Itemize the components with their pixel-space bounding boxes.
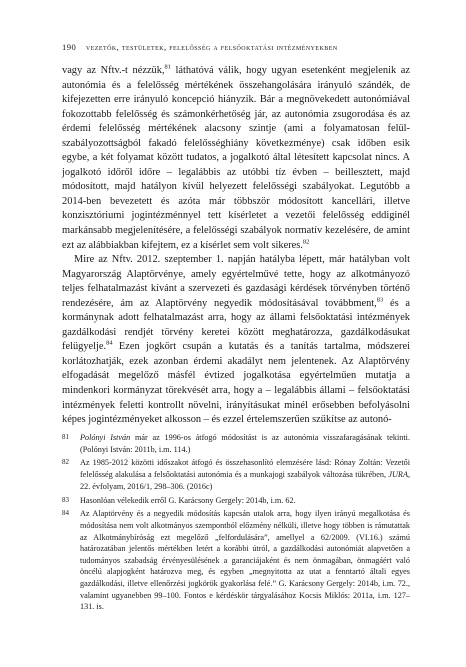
text-run: Hasonlóan vélekedik erről G. Karácsony Gergely: 2014b, i.m. 62. xyxy=(80,495,296,505)
footnote-reference[interactable]: 83 xyxy=(376,296,384,304)
text-run: láthatóvá válik, hogy ugyan esetenként megjelenik az autonómia és a felelősség mértékének összehangolására irányuló szándék, de kifejezetten erre irányuló koncepció hiányzik. Bár a megnövekedett autonómiával fokozottabb felelősség és számonkérhetőség jár, az autonómia zsugorodása és az érdemi felelősség mértékének alacsony szintje (ami a folyamatosan felül-szabályozottságból fakadó felelősséghiány következménye) csak időben esik egybe, a két folyamat között tudatos, a jogalkotó által létesített kapcsolat nincs. A jogalkotó időről időre – legalábbis az utóbbi tíz évben – beillesztett, majd módosított, majd hatályon kívül helyezett felelősségi szabályokat. Legutóbb a 2014-ben bevezetett és azóta már többször módosított kancellári, illetve konzisztóriumi jogintézménnyel tett kísérletet a vezetői felelősség eddiginél markánsabb megjelenítésére, a felelősségi szabályok normatív kezelésére, de amint ezt az alábbiakban kifejtem, ez a kísérlet sem volt sikeres. xyxy=(62,65,410,251)
text-run: Az Alaptörvény és a negyedik módosítás kapcsán utalok arra, hogy ilyen irányú megalkotása és módosítása nem volt alkotmányos szempontból előzmény nélküli, illetve hogy többen is rámutattak az Alkotmánybíróság ezt megelőző „felfordulására”, amellyel a 62/2009. (VI.16.) számú határozatában jelentős mértékben letért a korábbi útról, a gazdálkodási autonómiát alapvetően a tudományos szabadság érvényesülésének a garanciájaként és nem önmagában, önmagáért való öncélú alapjogként határozva meg, és egyben „megnyitotta az utat a fenntartó általi egyes gazdálkodási, illetve ellenőrzési jogkörök gyakorlása felé.” G. Karácsony Gergely: 2014b, i.m. 72., valamint ugyanebben 99–100. Fontos e kérdéskör tárgyalásához Kocsis Miklós: 2011a, i.m. 127–131. is. xyxy=(80,509,410,612)
running-title: vezetők, testületek, felelősség a felsőoktatási intézményekben xyxy=(85,42,338,52)
body-text xyxy=(62,64,410,428)
footnote xyxy=(62,495,410,507)
footnote xyxy=(62,508,410,612)
text-run: Az 1985-2012 közötti időszakot átfogó és összehasonlító elemzésére lásd: Rónay Zoltán: Vezetői felelősség alakulása a felsőoktatási autonómia és a munkajogi szabályok változása tükrében, xyxy=(80,458,410,480)
italic-text: Polónyi István xyxy=(80,433,131,442)
footnote-number: 83 xyxy=(62,495,69,504)
footnote-number: 81 xyxy=(62,433,69,441)
footnote-reference[interactable]: 81 xyxy=(164,63,171,71)
footnote-number: 82 xyxy=(62,458,69,467)
text-run: már az 1996-os átfogó módosítást is az autonómia visszafaragásának tekinti. (Polónyi István: 2011b, i.m. 114.) xyxy=(80,433,410,454)
body-paragraph xyxy=(62,253,410,428)
text-run: vagy az Nftv.-t nézzük, xyxy=(62,65,165,76)
footnote xyxy=(62,457,410,492)
body-paragraph xyxy=(62,64,410,253)
footnote-number: 84 xyxy=(62,509,69,518)
text-run: 22. évfolyam, 2016/1, 298–306. (2016c) xyxy=(80,481,213,491)
running-header xyxy=(62,42,412,52)
footnote-reference[interactable]: 82 xyxy=(302,238,310,246)
text-run: Mire az Nftv. 2012. szeptember 1. napján hatályba lépett, már hatályban volt Magyarország Alaptörvénye, amely egyértelművé tette, hogy az alkotmányozó teljes felhatalmazást kívánt a szervezeti és gazdasági kérdések törvényben történő rendezésére, ám az Alaptörvény negyedik módosításával továbbment, xyxy=(62,254,410,309)
italic-text: JURA, xyxy=(388,470,410,480)
text-run: Ezen jogkört csupán a kutatás és a tanítás tartalma, módszerei korlátozhatják, ezek azonban érdemi akadályt nem jelentenek. Az Alaptörvény elfogadását megelőző másfél évtized jogalkotása egyértelműen mutatja a mindenkori kormányzat törekvését arra, hogy a – legalábbis állami – felsőoktatási intézmények feletti kontrollt növelni, irányításukat minél erősebben befolyásolni képes jogintézményeket alkosson – és ezzel értelemszerűen szűkítse az autonó- xyxy=(62,341,410,426)
text-run: és a kormánynak adott felhatalmazást arra, hogy az állami felsőoktatási intézmények gazdálkodási rendjét törvény keretei között meghatározza, gazdálkodásukat felügyelje. xyxy=(62,297,410,353)
footnotes xyxy=(62,432,410,615)
footnote xyxy=(62,432,410,455)
footnote-reference[interactable]: 84 xyxy=(106,339,113,347)
page-number: 190 xyxy=(62,42,77,52)
